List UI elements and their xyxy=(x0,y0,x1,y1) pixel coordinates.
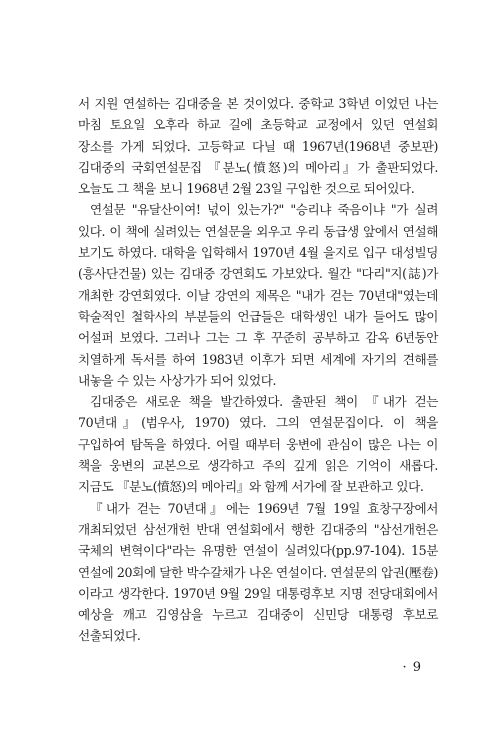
paragraph-4: 『내가 걷는 70년대』에는 1969년 7월 19일 효창구장에서 개최되었던 삼선개헌 반대 연설회에서 행한 김대중의 "삼선개헌은 국체의 변혁이다"라는 유명한 연설이 실려있다(pp.97-104). 15분 연설에 20회에 달한 박수갈채가 나온 연설이다. 연설문의 압권(壓卷) 이라고 생각한다. 1970년 9월 29일 대통령후보 지명 전당대회에서 예상을 깨고 김영삼을 누르고 김대중이 신민당 대통령 후보로 선출되었다. xyxy=(78,500,438,644)
page-number: · 9 xyxy=(402,660,422,675)
page-body xyxy=(78,93,438,647)
paragraph-1: 서 지원 연설하는 김대중을 본 것이었다. 중학교 3학년 이었던 나는 마침 토요일 오후라 하교 길에 초등학교 교정에서 있던 연설회 장소를 가게 되었다. 고등학교 다닐 때 1967년(1968년 중보판) 김대중의 국회연설문집 『분노(憤怒)의 메아리』가 출판되었다. 오늘도 그 책을 보니 1968년 2월 23일 구입한 것으로 되어있다. xyxy=(78,96,438,197)
paragraph-2: 연설문 "유달산이여! 넋이 있는가?" "승리냐 죽음이냐 "가 실려 있다. 이 책에 실려있는 연설문을 외우고 우리 동급생 앞에서 연설해 보기도 하였다. 대학을 입학해서 1970년 4월 을지로 입구 대성빌딩(흥사단건물) 있는 김대중 강연회도 가보았다. 월간 "다리"지(誌)가 개최한 강연회였다. 이날 강연의 제목은 "내가 걷는 70년대"였는데 학술적인 철학사의 부분들의 언급들은 대학생인 내가 들어도 많이 어설퍼 보였다. 그러나 그는 그 후 꾸준히 공부하고 감옥 6년동안 치열하게 독서를 하여 1983년 이후가 되면 세계에 자기의 견해를 내놓을 수 있는 사상가가 되어 있었다. xyxy=(78,202,438,388)
paragraph-3: 김대중은 새로운 책을 발간하였다. 출판된 책이 『내가 걷는 70년대』(범우사, 1970) 였다. 그의 연설문집이다. 이 책을 구입하여 탐독을 하였다. 어릴 때부터 웅변에 관심이 많은 나는 이 책을 웅변의 교본으로 생각하고 주의 깊게 읽은 기억이 새롭다. 지금도 『분노(憤怒)의 메아리』와 함께 서가에 잘 보관하고 있다. xyxy=(78,394,438,495)
